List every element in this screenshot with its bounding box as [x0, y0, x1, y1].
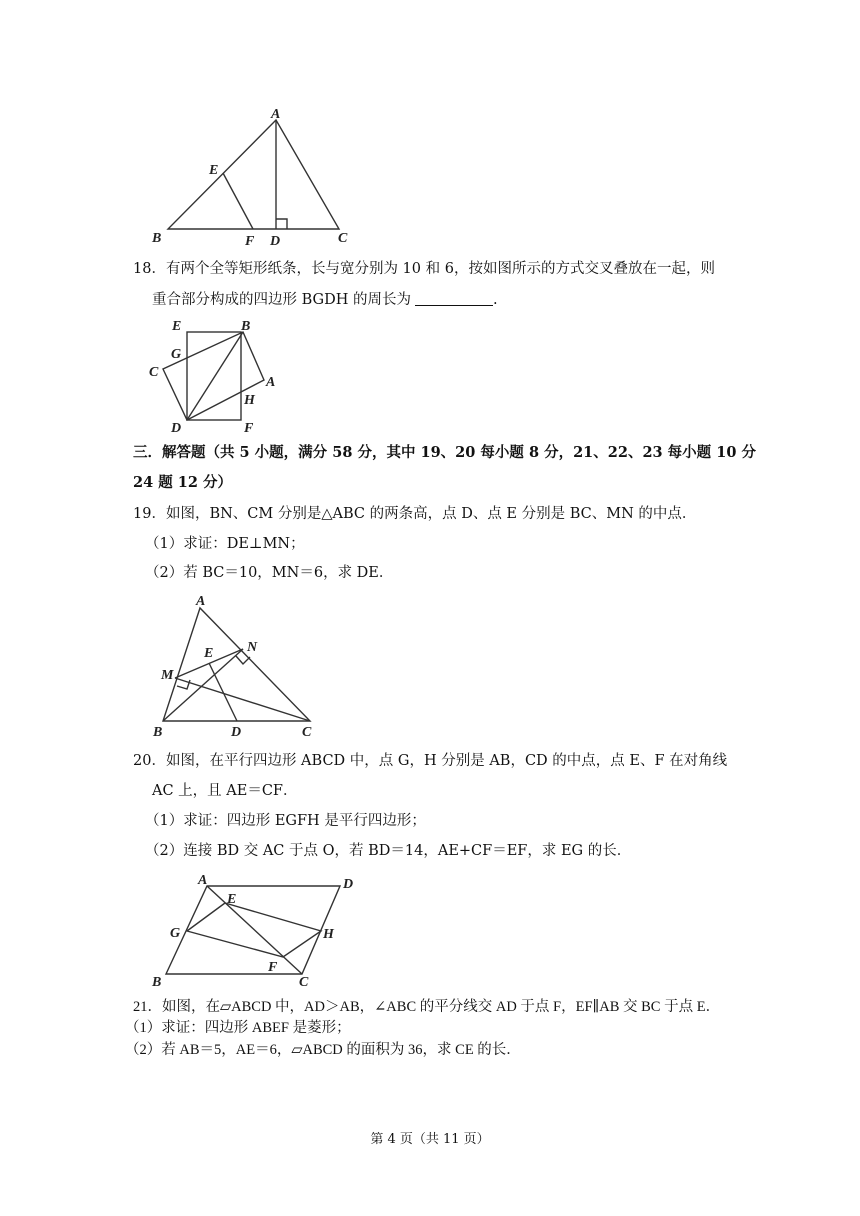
- label-d: D: [343, 877, 354, 892]
- label-f: F: [245, 234, 255, 249]
- q21-stem: 21．如图，在▱ABCD 中，AD＞AB，∠ABC 的平分线交 AD 于点 F，EF∥AB 交 BC 于点 E．: [133, 999, 721, 1015]
- q18-line1: 18．有两个全等矩形纸条，长与宽分别为 10 和 6，按如图所示的方式交叉叠放在一起，则: [133, 261, 715, 277]
- label-a: A: [196, 594, 206, 609]
- page-footer: 第 4 页（共 11 页）: [370, 1132, 490, 1147]
- label-d: D: [231, 725, 242, 740]
- label-b: B: [153, 725, 163, 740]
- label-f: F: [268, 960, 278, 975]
- label-d: D: [270, 234, 281, 249]
- label-c: C: [302, 725, 312, 740]
- q20-part2: （2）连接 BD 交 AC 于点 O，若 BD＝14，AE+CF＝EF，求 EG 的长．: [145, 843, 632, 859]
- label-m: M: [161, 668, 174, 683]
- label-e: E: [209, 163, 219, 178]
- label-f: F: [244, 421, 254, 436]
- diagonal-ac: [207, 886, 302, 974]
- label-h: H: [244, 393, 255, 408]
- q21-part2: （2）若 AB＝5，AE＝6，▱ABCD 的面积为 36，求 CE 的长．: [125, 1042, 521, 1058]
- q18-line2-text: 重合部分构成的四边形 BGDH 的周长为: [152, 292, 411, 308]
- label-b: B: [152, 231, 162, 246]
- label-e: E: [172, 319, 182, 334]
- q21-part1: （1）求证：四边形 ABEF 是菱形；: [125, 1020, 351, 1036]
- q19-stem: 19．如图，BN、CM 分别是△ABC 的两条高，点 D、点 E 分别是 BC、MN 的中点．: [133, 506, 697, 522]
- section-3-heading-line2: 24 题 12 分）: [133, 474, 233, 491]
- label-a: A: [271, 107, 281, 122]
- q20-stem-line2: AC 上，且 AE＝CF．: [152, 783, 298, 799]
- label-d: D: [171, 421, 182, 436]
- label-e: E: [204, 646, 214, 661]
- q20-part1: （1）求证：四边形 EGFH 是平行四边形；: [145, 813, 426, 829]
- q19-part2: （2）若 BC＝10，MN＝6，求 DE．: [145, 565, 394, 581]
- label-n: N: [247, 640, 258, 655]
- label-g: G: [171, 347, 182, 362]
- parallelogram-abcd: [166, 886, 340, 974]
- q19-part1: （1）求证：DE⊥MN；: [145, 536, 305, 552]
- label-a: A: [266, 375, 276, 390]
- label-g: G: [170, 926, 181, 941]
- section-3-heading-line1: 三．解答题（共 5 小题，满分 58 分，其中 19、20 每小题 8 分，21、22、23 每小题 10 分: [133, 444, 756, 461]
- label-a: A: [198, 873, 208, 888]
- q20-stem-line1: 20．如图，在平行四边形 ABCD 中，点 G，H 分别是 AB，CD 的中点，点 E、F 在对角线: [133, 753, 728, 769]
- label-c: C: [338, 231, 348, 246]
- label-b: B: [241, 319, 251, 334]
- label-h: H: [323, 927, 334, 942]
- label-b: B: [152, 975, 162, 990]
- label-e: E: [227, 892, 237, 907]
- label-c: C: [149, 365, 159, 380]
- q18-line2-end: .: [493, 292, 498, 308]
- label-c: C: [299, 975, 309, 990]
